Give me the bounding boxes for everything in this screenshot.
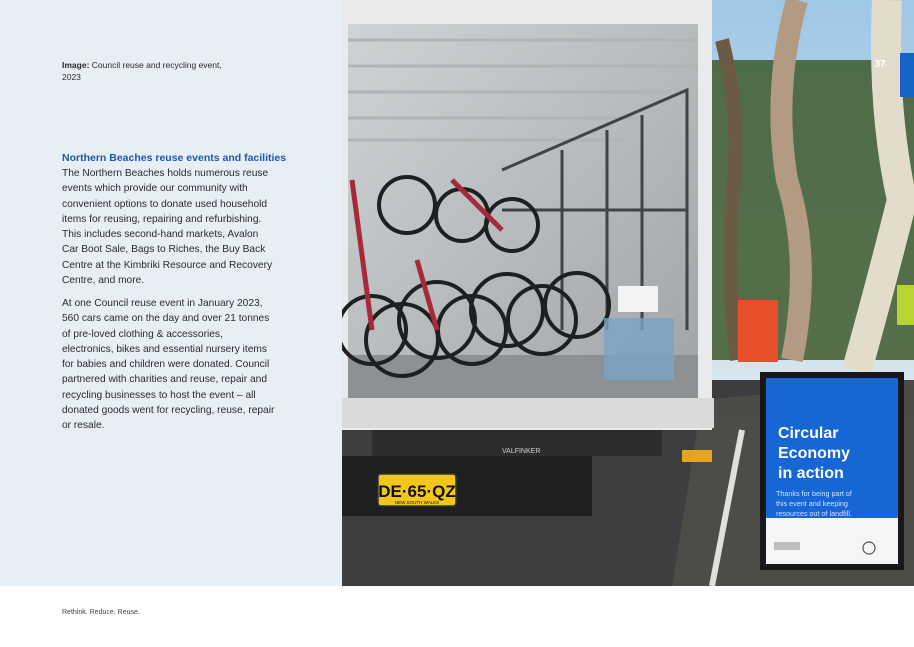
sign-title-line1: Circular <box>778 425 839 442</box>
caption-label: Image: <box>62 60 90 70</box>
document-box <box>618 286 658 312</box>
page-number: 37 <box>874 59 886 70</box>
page-tab-marker <box>900 53 914 97</box>
sign-footer-logos <box>774 542 800 550</box>
reflector <box>682 450 712 462</box>
sign-footer <box>766 518 898 564</box>
left-text-panel <box>0 0 342 586</box>
hi-vis-person <box>897 285 914 325</box>
paragraph-1: The Northern Beaches holds numerous reuse events which provide our community with convenient options to donate used household items for reusing, repairing and refurbishing. This includes second-hand markets, Avalon Car Boot Sale, Bags to Riches, the Buy Back Centre at the Kimbriki Resource and Recovery Centre, and more. <box>62 168 273 287</box>
caption-text: Council reuse and recycling event, 2023 <box>62 60 222 82</box>
footer-tagline: Rethink. Reduce. Reuse. <box>62 609 140 616</box>
bike-rack-brand: VALFINKER <box>502 448 541 455</box>
truck-tailgate <box>342 398 714 428</box>
sign-subtitle-line3: resources out of landfill. <box>776 509 852 518</box>
paragraph-2: At one Council reuse event in January 2023, 560 cars came on the day and over 21 tonnes of pre-loved clothing & accessories, electronics, bikes and essential nursery items for babies and children were donated. Council partnered with charities and reuse, repair and recycling businesses to host the event – all donated goods went for recycling, reuse, repair or resale. <box>62 298 275 432</box>
sign-title-line2: Economy <box>778 445 851 462</box>
sign-subtitle-line2: this event and keeping <box>776 499 848 508</box>
plate-number: DE·65·QZ <box>378 482 456 501</box>
sign-subtitle-line1: Thanks for being part of <box>776 489 852 498</box>
section-heading: Northern Beaches reuse events and facilities <box>62 152 287 164</box>
plate-state: NEW SOUTH WALES <box>394 500 440 505</box>
sign-title-line3: in action <box>778 465 844 482</box>
image-caption <box>62 59 222 83</box>
truck-scene-illustration <box>342 0 914 586</box>
orange-barrier <box>738 300 778 362</box>
event-photo <box>342 0 914 586</box>
plastic-tub <box>604 318 674 380</box>
